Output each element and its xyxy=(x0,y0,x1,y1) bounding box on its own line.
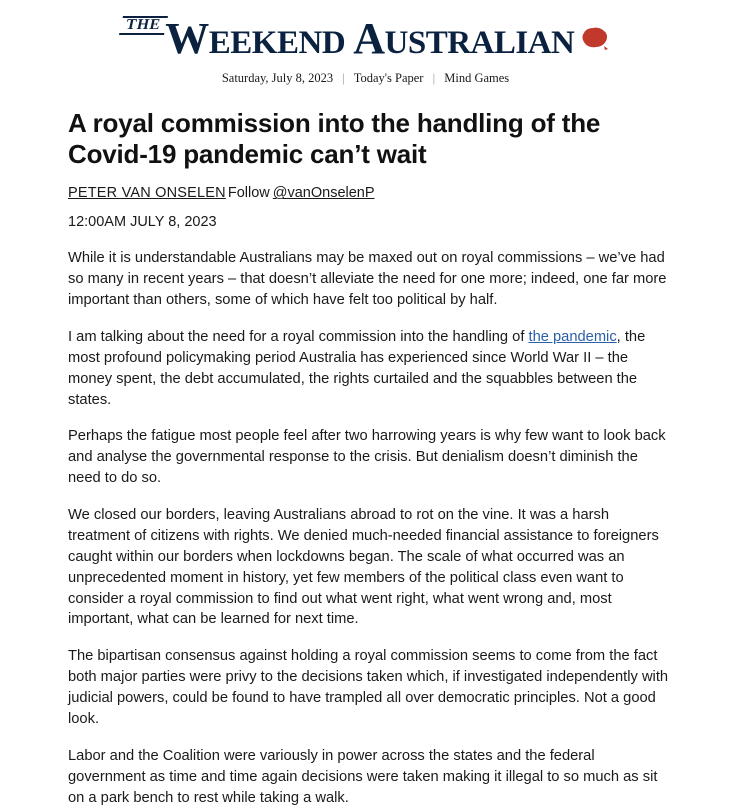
follow-label: Follow xyxy=(227,185,270,202)
article-body-container xyxy=(0,86,731,808)
masthead-separator-1: | xyxy=(342,71,345,85)
author-link[interactable]: PETER VAN ONSELEN xyxy=(68,185,226,202)
masthead-date: Saturday, July 8, 2023 xyxy=(221,71,334,85)
article-timestamp: 12:00AM JULY 8, 2023 xyxy=(68,214,217,231)
inline-link-the-pandemic[interactable]: the pandemic xyxy=(528,328,617,345)
link-mind-games[interactable]: Mind Games xyxy=(444,71,510,85)
masthead-subline xyxy=(0,71,731,86)
twitter-handle-link[interactable]: @vanOnselenP xyxy=(272,185,375,202)
article-paragraph xyxy=(68,426,669,489)
article-paragraph xyxy=(68,327,669,411)
article-paragraph xyxy=(68,248,669,311)
link-todays-paper[interactable]: Today's Paper xyxy=(353,71,424,85)
article-paragraph xyxy=(68,746,669,808)
article-paragraph xyxy=(68,646,669,730)
byline xyxy=(68,185,669,201)
paragraph-text: We closed our borders, leaving Australians abroad to rot on the vine. It was a harsh treatment of citizens with rights. We denied much-needed financial assistance to foreigners caught within our borders when lockdowns began. The scale of what occurred was an unprecedented moment in history, yet few members of the political class even want to consider a royal commission to find out what went right, what went wrong and, most important, what can be learned for next time. xyxy=(68,507,659,628)
masthead-title: WEEKEND AUSTRALIAN xyxy=(165,14,575,63)
masthead xyxy=(0,0,731,86)
masthead-logo[interactable] xyxy=(0,16,731,61)
article-text xyxy=(68,248,669,808)
masthead-separator-2: | xyxy=(432,71,436,85)
paragraph-text: , the most profound policymaking period Australia has experienced since World War II – the money spent, the debt accumulated, the rights curtailed and the squabbles between the states. xyxy=(68,328,646,408)
paragraph-text: I am talking about the need for a royal commission into the handling of xyxy=(68,328,529,345)
paragraph-text: Perhaps the fatigue most people feel after two harrowing years is why few want to look back and analyse the governmental response to the crisis. But denialism doesn’t diminish the need to do so. xyxy=(68,428,666,487)
paragraph-text: While it is understandable Australians may be maxed out on royal commissions – we’ve had so many in recent years – that doesn’t alleviate the need for one more; indeed, one far more important than others, some of which have felt too political by half. xyxy=(68,250,667,309)
paragraph-text: The bipartisan consensus against holding a royal commission seems to come from the fact both major parties were privy to the decisions taken which, if investigated independently with judicial powers, could be found to have trampled all over democratic principles. Not a good look. xyxy=(68,648,669,727)
paragraph-text: Labor and the Coalition were variously in power across the states and the federal government as time and time again decisions were taken making it illegal to so much as sit on a park bench to rest while taking a walk. xyxy=(68,747,658,806)
article-paragraph xyxy=(68,505,669,630)
masthead-the-label: THE xyxy=(119,16,168,35)
page-title: A royal commission into the handling of the Covid-19 pandemic can’t wait xyxy=(68,108,601,169)
australia-map-icon xyxy=(580,25,610,51)
